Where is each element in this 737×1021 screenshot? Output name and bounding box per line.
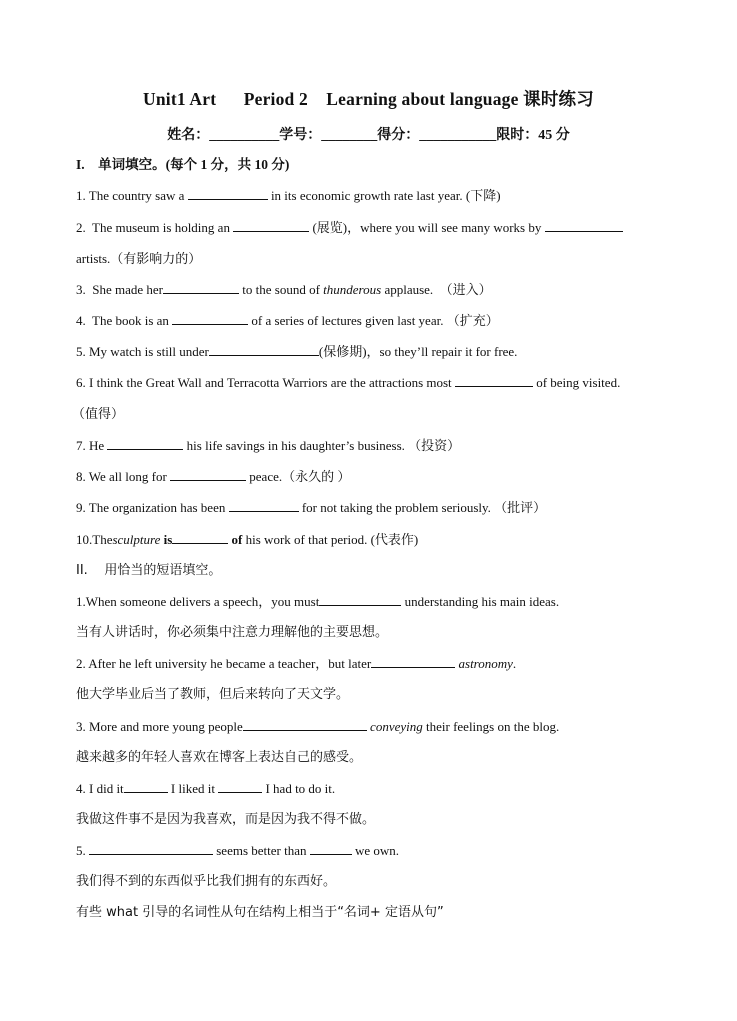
s2-question-4: 4. I did it I liked it I had to do it.	[76, 781, 336, 796]
section2-heading: II. 用恰当的短语填空。	[76, 563, 222, 578]
s2-question-5: 5. seems better than we own.	[76, 843, 400, 858]
s2-question-1: 1.When someone delivers a speech，you must understanding his main ideas.	[76, 594, 560, 609]
answer-blank[interactable]	[172, 531, 228, 544]
section1-heading: I. 单词填空。(每个 1 分，共 10 分)	[76, 157, 290, 172]
s1-question-2-cont: artists.（有影响力的）	[76, 251, 202, 266]
s1-question-1: 1. The country saw a in its economic growth rate last year. (下降)	[76, 188, 501, 203]
s1-question-9: 9. The organization has been for not taking the problem seriously. （批评）	[76, 500, 547, 515]
answer-blank[interactable]	[243, 718, 367, 731]
answer-blank[interactable]	[229, 499, 299, 512]
answer-blank[interactable]	[163, 281, 239, 294]
answer-blank[interactable]	[319, 593, 401, 606]
answer-blank[interactable]	[310, 842, 352, 855]
page-title: Unit1 Art Period 2 Learning about language 课时练习	[143, 89, 594, 109]
answer-blank[interactable]	[545, 219, 623, 232]
s2-question-1-translation: 当有人讲话时，你必须集中注意力理解他的主要思想。	[76, 625, 389, 640]
student-info-line: 姓名：__________学号：________得分：___________限时：45 分	[167, 128, 570, 143]
s2-question-5-translation: 我们得不到的东西似乎比我们拥有的东西好。	[76, 874, 337, 889]
answer-blank[interactable]	[89, 842, 213, 855]
answer-blank[interactable]	[455, 374, 533, 387]
s1-question-2: 2. The museum is holding an (展览)，where you will see many works by	[76, 219, 623, 237]
answer-blank[interactable]	[124, 780, 168, 793]
s2-question-2: 2. After he left university he became a teacher，but later astronomy.	[76, 656, 517, 671]
s2-question-2-translation: 他大学毕业后当了教师，但后来转向了天文学。	[76, 687, 350, 702]
answer-blank[interactable]	[188, 187, 268, 200]
s1-question-10: 10.Thesculpture is of his work of that period. (代表作)	[76, 532, 419, 547]
s1-question-7: 7. He his life savings in his daughter’s business. （投资）	[76, 438, 461, 453]
answer-blank[interactable]	[371, 655, 455, 668]
s1-question-8: 8. We all long for peace.（永久的 ）	[76, 469, 351, 484]
s1-question-6-cont: （值得）	[72, 406, 125, 421]
answer-blank[interactable]	[209, 343, 319, 356]
s1-question-4: 4. The book is an of a series of lectures given last year. （扩充）	[76, 313, 499, 328]
s2-question-4-translation: 我做这件事不是因为我喜欢，而是因为我不得不做。	[76, 812, 376, 827]
answer-blank[interactable]	[233, 219, 309, 232]
grammar-note: 有些 what 引导的名词性从句在结构上相当于“名词+ 定语从句”	[76, 905, 444, 920]
answer-blank[interactable]	[107, 437, 183, 450]
s2-question-3-translation: 越来越多的年轻人喜欢在博客上表达自己的感受。	[76, 750, 363, 765]
s2-question-3: 3. More and more young people conveying their feelings on the blog.	[76, 719, 560, 734]
answer-blank[interactable]	[170, 468, 246, 481]
s1-question-6: 6. I think the Great Wall and Terracotta Warriors are the attractions most of being visited.	[76, 375, 621, 390]
answer-blank[interactable]	[172, 312, 248, 325]
s1-question-3: 3. She made her to the sound of thunderous applause. （进入）	[76, 282, 492, 297]
s1-question-5: 5. My watch is still under (保修期)，so they’ll repair it for free.	[76, 344, 518, 359]
answer-blank[interactable]	[218, 780, 262, 793]
